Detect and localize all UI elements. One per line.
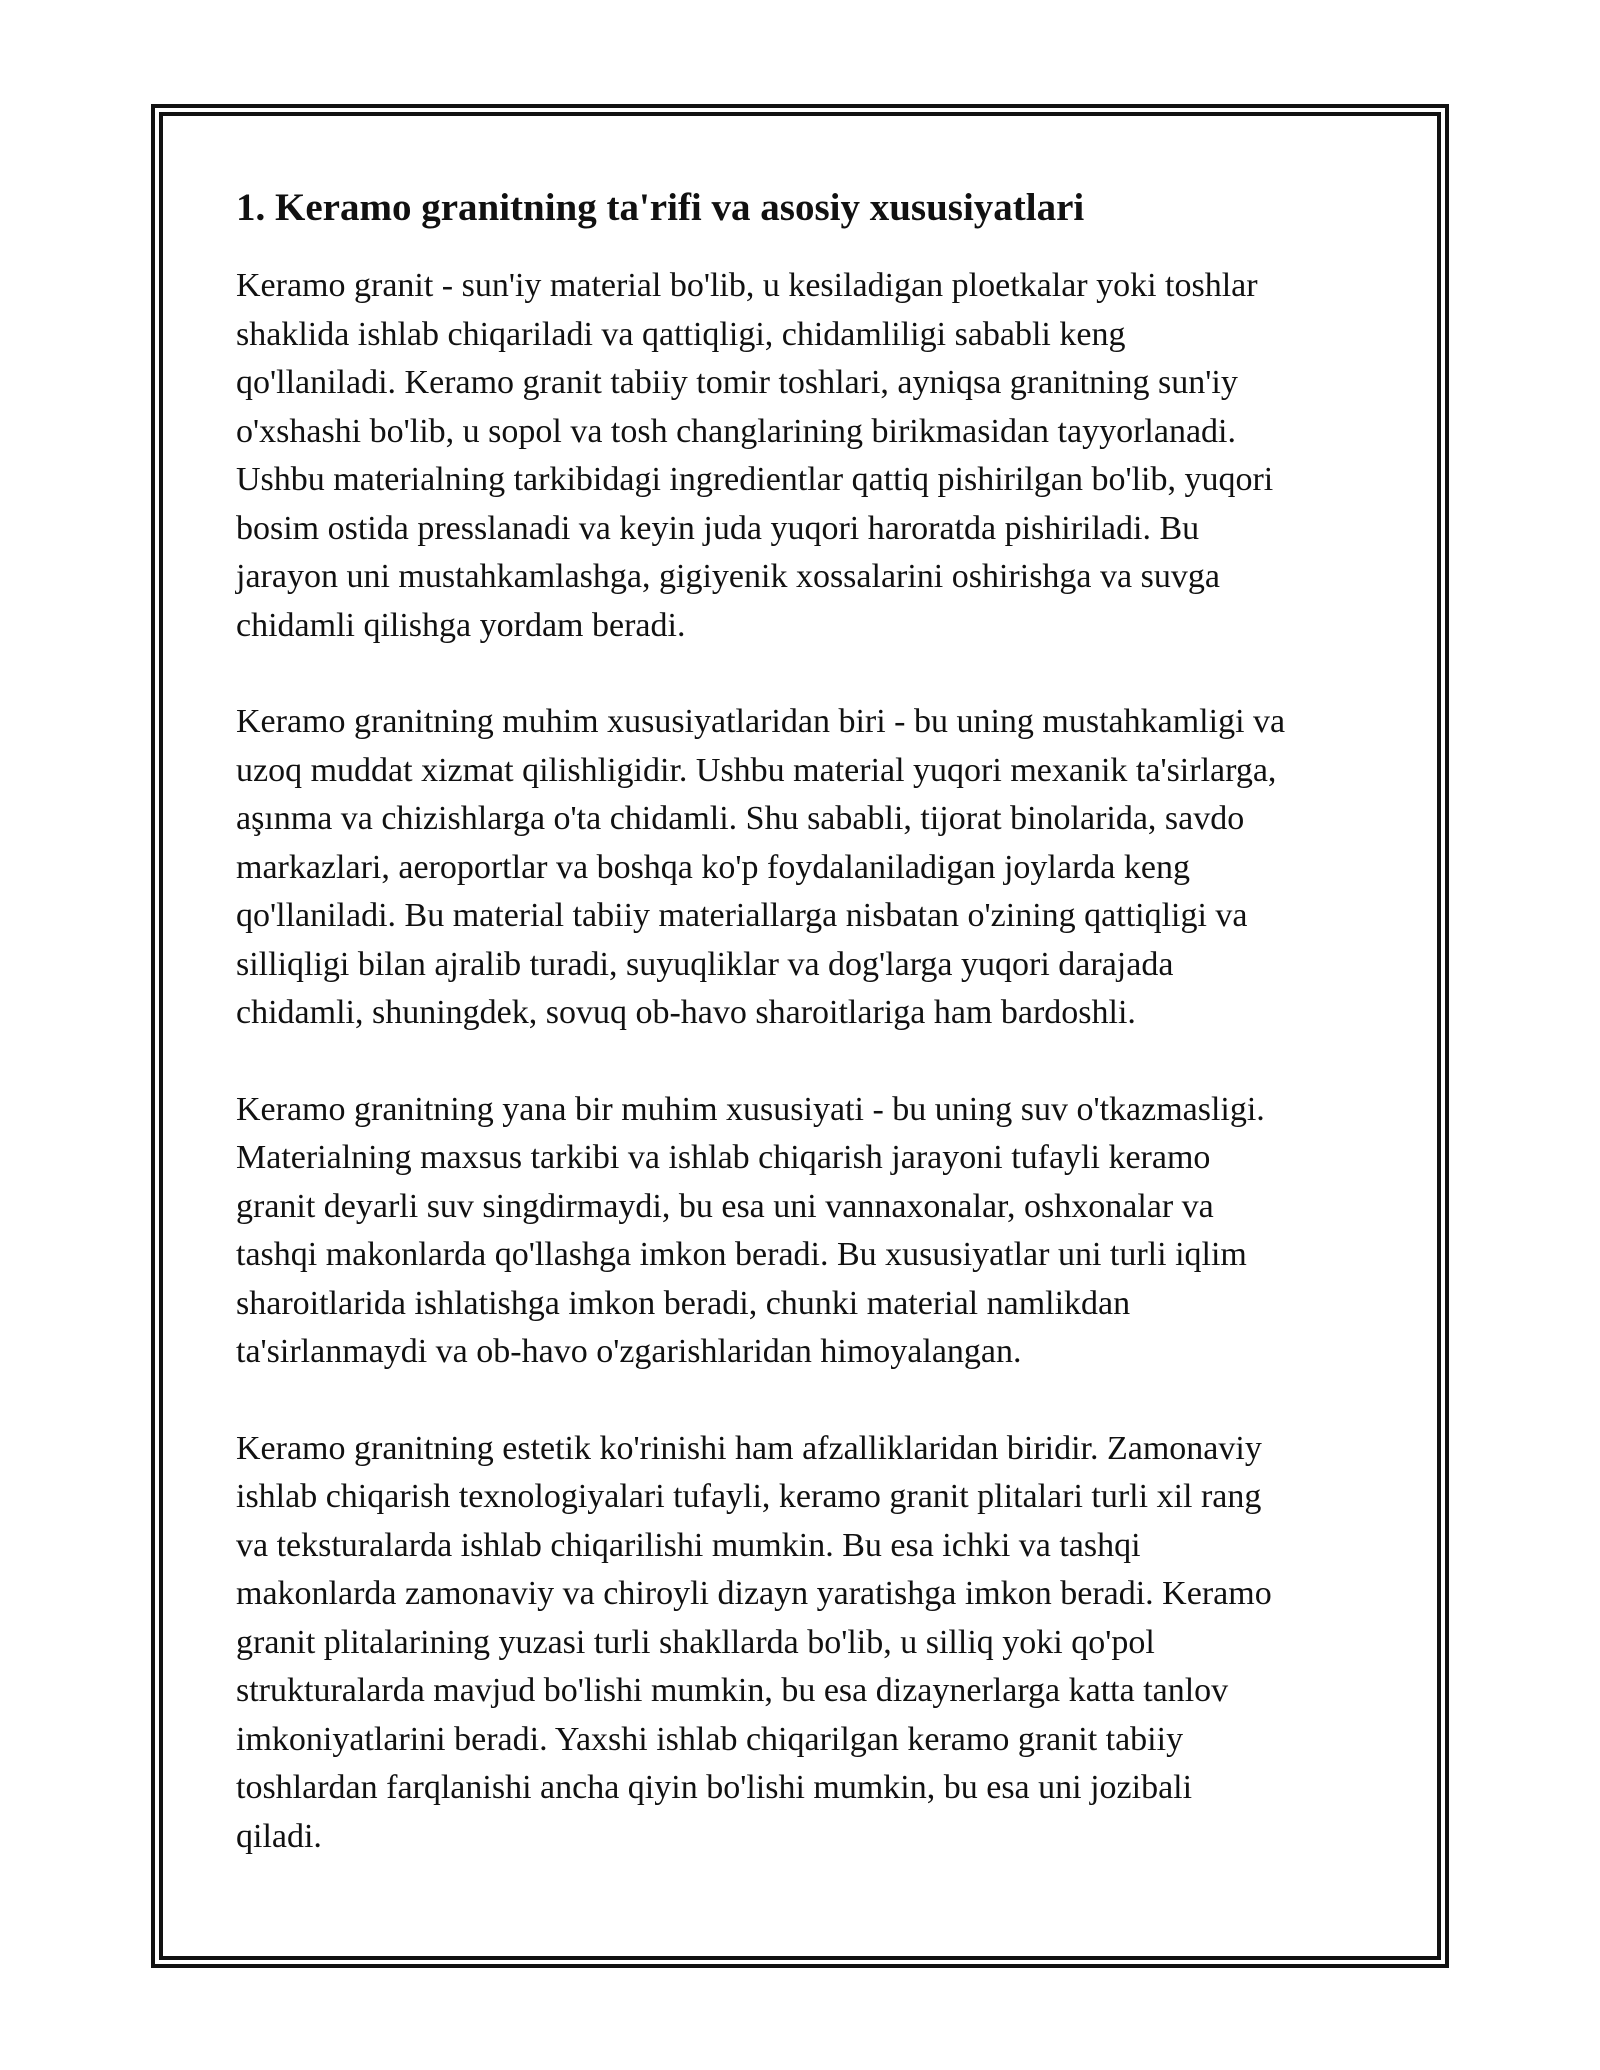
text-line: tashqi makonlarda qo'llashga imkon beradi. Bu xususiyatlar uni turli iqlim xyxy=(236,1236,1247,1273)
text-line: ishlab chiqarish texnologiyalari tufayli, keramo granit plitalari turli xil rang xyxy=(236,1478,1262,1515)
paragraph-water-resistance xyxy=(236,1086,1376,1377)
text-line: imkoniyatlarini beradi. Yaxshi ishlab chiqarilgan keramo granit tabiiy xyxy=(236,1720,1184,1758)
text-line: Keramo granit - sun'iy material bo'lib, u kesiladigan ploetkalar yoki toshlar xyxy=(236,267,1258,304)
text-line: granit deyarli suv singdirmaydi, bu esa uni vannaxonalar, oshxonalar va xyxy=(236,1187,1214,1225)
document-body xyxy=(236,184,1376,1909)
text-line: Materialning maxsus tarkibi va ishlab chiqarish jarayoni tufayli keramo xyxy=(236,1139,1211,1176)
text-line: Keramo granitning muhim xususiyatlaridan biri - bu uning mustahkamligi va xyxy=(236,703,1286,740)
text-line: shaklida ishlab chiqariladi va qattiqligi, chidamliligi sababli keng xyxy=(236,315,1126,353)
text-line: sharoitlarida ishlatishga imkon beradi, chunki material namlikdan xyxy=(236,1284,1131,1322)
text-line: Keramo granitning yana bir muhim xususiyati - bu uning suv o'tkazmasligi. xyxy=(236,1090,1265,1128)
text-line: strukturalarda mavjud bo'lishi mumkin, bu esa dizaynerlarga katta tanlov xyxy=(236,1672,1229,1709)
text-line: o'xshashi bo'lib, u sopol va tosh changlarining birikmasidan tayyorlanadi. xyxy=(236,412,1236,450)
text-line: qiladi. xyxy=(236,1817,322,1855)
text-line: silliqligi bilan ajralib turadi, suyuqliklar va dog'larga yuqori darajada xyxy=(236,945,1174,983)
text-line: toshlardan farqlanishi ancha qiyin bo'lishi mumkin, bu esa uni jozibali xyxy=(236,1769,1193,1806)
text-line: chidamli, shuningdek, sovuq ob-havo sharoitlariga ham bardoshli. xyxy=(236,994,1136,1031)
text-line: jarayon uni mustahkamlashga, gigiyenik xossalarini oshirishga va suvga xyxy=(236,558,1220,595)
text-line: markazlari, aeroportlar va boshqa ko'p foydalaniladigan joylarda keng xyxy=(236,848,1190,886)
text-line: Keramo granitning estetik ko'rinishi ham afzalliklaridan biridir. Zamonaviy xyxy=(236,1429,1262,1467)
text-line: ta'sirlanmaydi va ob-havo o'zgarishlaridan himoyalangan. xyxy=(236,1333,1022,1370)
text-line: aşınma va chizishlarga o'ta chidamli. Shu sababli, tijorat binolarida, savdo xyxy=(236,800,1245,837)
text-line: makonlarda zamonaviy va chiroyli dizayn yaratishga imkon beradi. Keramo xyxy=(236,1575,1272,1612)
text-line: bosim ostida presslanadi va keyin juda yuqori haroratda pishiriladi. Bu xyxy=(236,509,1200,547)
paragraph-aesthetics xyxy=(236,1425,1376,1862)
text-line: va teksturalarda ishlab chiqarilishi mumkin. Bu esa ichki va tashqi xyxy=(236,1526,1141,1564)
text-line: qo'llaniladi. Bu material tabiiy materiallarga nisbatan o'zining qattiqligi va xyxy=(236,897,1248,934)
paragraph-definition xyxy=(236,262,1376,650)
text-line: uzoq muddat xizmat qilishligidir. Ushbu material yuqori mexanik ta'sirlarga, xyxy=(236,751,1277,789)
text-line: Ushbu materialning tarkibidagi ingredientlar qattiq pishirilgan bo'lib, yuqori xyxy=(236,461,1274,498)
section-heading: 1. Keramo granitning ta'rifi va asosiy xususiyatlari xyxy=(236,186,1085,229)
text-line: chidamli qilishga yordam beradi. xyxy=(236,606,686,644)
text-line: qo'llaniladi. Keramo granit tabiiy tomir toshlari, ayniqsa granitning sun'iy xyxy=(236,364,1238,401)
text-line: granit plitalarining yuzasi turli shakllarda bo'lib, u silliq yoki qo'pol xyxy=(236,1623,1155,1661)
paragraph-durability xyxy=(236,698,1376,1038)
